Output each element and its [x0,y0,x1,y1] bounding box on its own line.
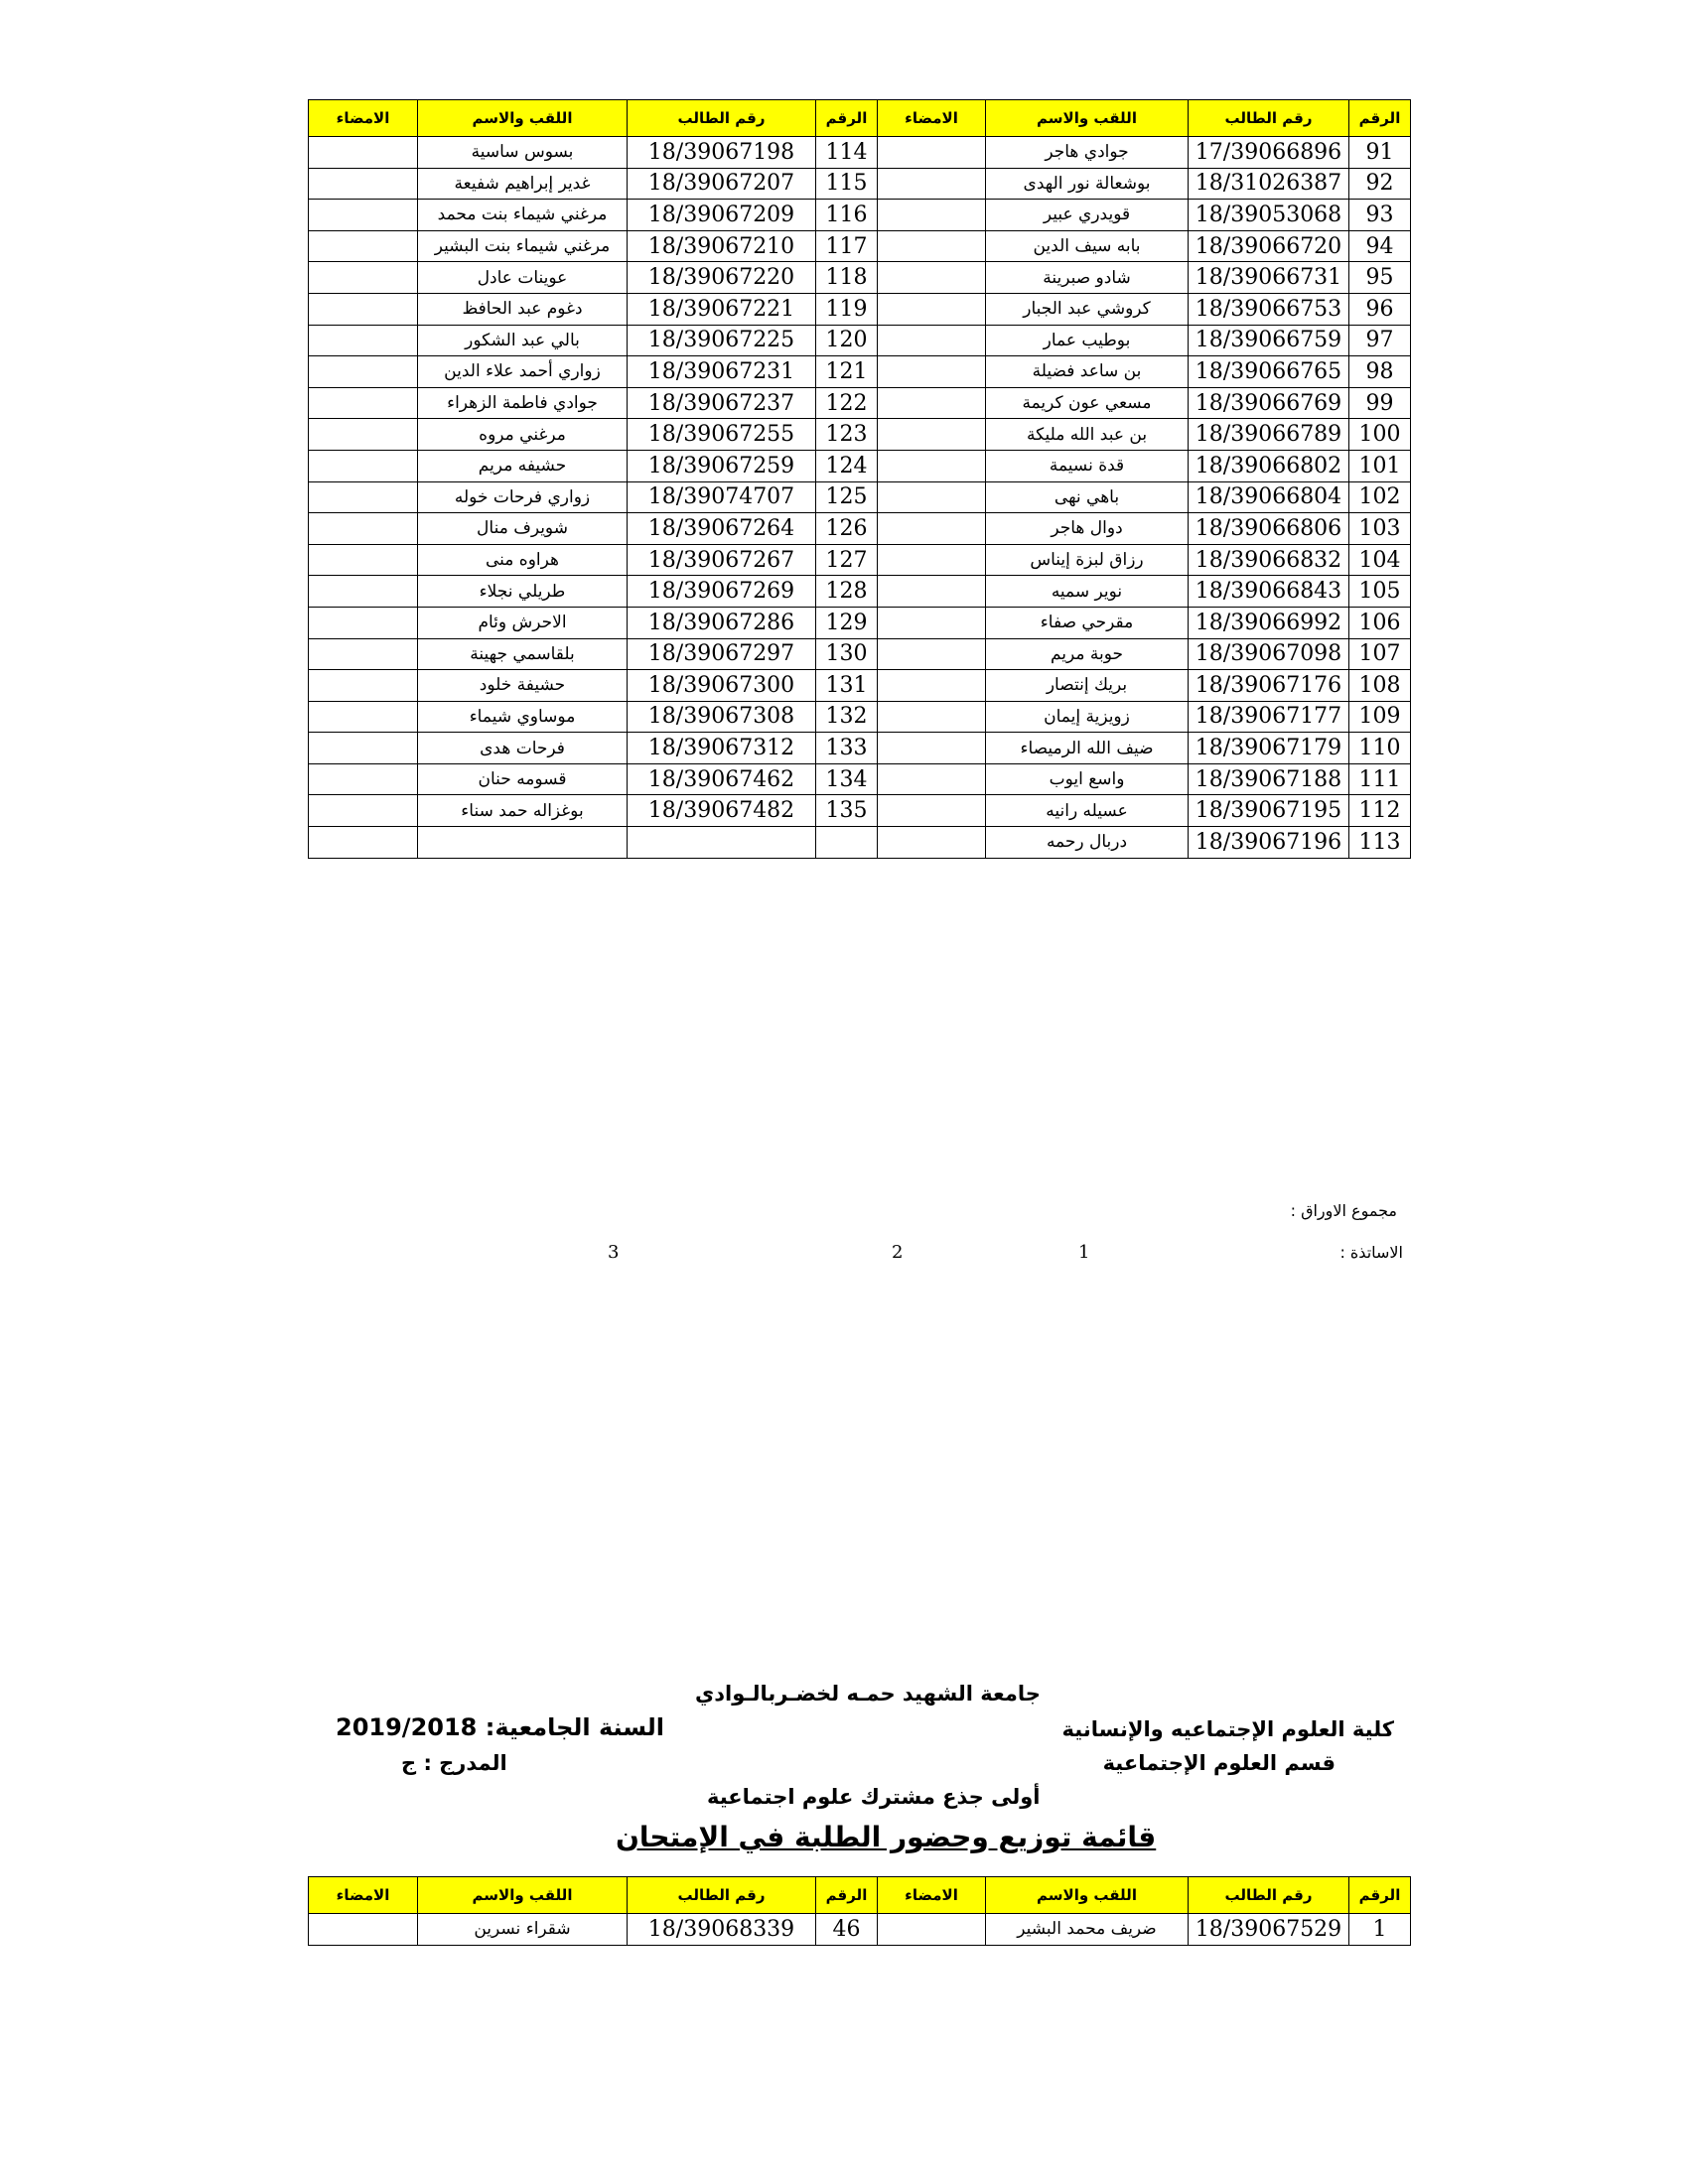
table-row [309,670,1411,702]
student-id: 18/39067179 [1189,733,1349,764]
student-number: 133 [816,733,878,764]
student-name: مرغني شيماء بنت محمد [418,200,628,231]
signature-cell [878,262,986,294]
signature-cell [309,419,418,451]
department-name: قسم العلوم الإجتماعية [1102,1751,1336,1775]
signature-cell [309,544,418,576]
signature-cell [309,481,418,513]
student-number: 129 [816,607,878,638]
student-name: قسومه حنان [418,763,628,795]
student-name [418,827,628,859]
student-number: 121 [816,356,878,388]
student-id: 18/39066804 [1189,481,1349,513]
student-number: 112 [1349,795,1411,827]
signature-cell [878,419,986,451]
student-name: بابه سيف الدين [986,230,1189,262]
student-name: بن ساعد فضيلة [986,356,1189,388]
student-id: 18/39067312 [628,733,816,764]
student-number: 101 [1349,450,1411,481]
col-header-signature: الامضاء [309,100,418,137]
student-number: 104 [1349,544,1411,576]
signature-cell [309,576,418,608]
student-name: بسوس ساسية [418,137,628,169]
teacher-number-1: 1 [1078,1242,1090,1263]
student-id: 18/39053068 [1189,200,1349,231]
signature-cell [309,325,418,356]
student-id: 18/39066832 [1189,544,1349,576]
student-number: 123 [816,419,878,451]
student-number: 93 [1349,200,1411,231]
student-number: 95 [1349,262,1411,294]
student-number: 117 [816,230,878,262]
student-number: 128 [816,576,878,608]
student-name: الاحرش وئام [418,607,628,638]
signature-cell [309,607,418,638]
signature-cell [878,701,986,733]
student-number: 96 [1349,293,1411,325]
student-name: بلقاسمي جهينة [418,638,628,670]
student-number: 131 [816,670,878,702]
table-row [309,576,1411,608]
student-name: مقرحي صفاء [986,607,1189,638]
student-name: بوغزاله حمد سناء [418,795,628,827]
student-name: بوشعالة نور الهدى [986,168,1189,200]
signature-cell [309,795,418,827]
student-number: 116 [816,200,878,231]
student-name: كروشي عبد الجبار [986,293,1189,325]
student-number [816,827,878,859]
signature-cell [878,670,986,702]
signature-cell [309,293,418,325]
student-name: بريك إنتصار [986,670,1189,702]
table-row [309,450,1411,481]
signature-cell [878,1914,986,1946]
student-id: 18/39067259 [628,450,816,481]
student-id: 18/39067529 [1189,1914,1349,1946]
table-row [309,701,1411,733]
student-id: 18/39066765 [1189,356,1349,388]
student-id: 18/39067300 [628,670,816,702]
student-name: ضيف الله الرميصاء [986,733,1189,764]
table-row [309,544,1411,576]
student-name: حشيفه مريم [418,450,628,481]
table-row [309,293,1411,325]
table-row [309,137,1411,169]
student-id: 18/39068339 [628,1914,816,1946]
student-number: 46 [816,1914,878,1946]
student-name: واسع ايوب [986,763,1189,795]
student-number: 98 [1349,356,1411,388]
exam-hall: المدرج : ج [401,1751,507,1775]
signature-cell [309,200,418,231]
student-id: 18/39066759 [1189,325,1349,356]
student-number: 120 [816,325,878,356]
signature-cell [878,137,986,169]
student-number: 97 [1349,325,1411,356]
col-header-student-id: رقم الطالب [1189,100,1349,137]
student-name: دغوم عبد الحافظ [418,293,628,325]
student-number: 119 [816,293,878,325]
student-name: زويزية إيمان [986,701,1189,733]
signature-cell [878,481,986,513]
student-number: 109 [1349,701,1411,733]
table-row [309,168,1411,200]
student-name: عسيله رانيه [986,795,1189,827]
student-id: 18/39066789 [1189,419,1349,451]
table-row [309,1914,1411,1946]
student-number: 114 [816,137,878,169]
table-row [309,763,1411,795]
student-name: بوطيب عمار [986,325,1189,356]
student-number: 99 [1349,387,1411,419]
student-number: 124 [816,450,878,481]
student-number: 113 [1349,827,1411,859]
signature-cell [878,763,986,795]
student-name: شادو صبرينة [986,262,1189,294]
student-name: حوبة مريم [986,638,1189,670]
student-id: 18/39067255 [628,419,816,451]
student-number: 125 [816,481,878,513]
sheets-total-label: مجموع الاوراق : [1290,1201,1397,1220]
student-name: باهي نهى [986,481,1189,513]
student-id: 18/39067221 [628,293,816,325]
student-number: 92 [1349,168,1411,200]
table-row [309,513,1411,545]
student-name: قويدري عبير [986,200,1189,231]
table-row [309,827,1411,859]
student-number: 91 [1349,137,1411,169]
signature-cell [878,230,986,262]
student-id: 18/39066753 [1189,293,1349,325]
student-number: 107 [1349,638,1411,670]
university-name: جامعة الشهيد حمـه لخضـربالـوادي [695,1682,1041,1706]
student-id: 18/39067210 [628,230,816,262]
student-id: 18/39067177 [1189,701,1349,733]
col-header-name: اللقب والاسم [418,1877,628,1914]
signature-cell [878,638,986,670]
student-id: 18/39067286 [628,607,816,638]
teacher-number-2: 2 [892,1242,904,1263]
signature-cell [309,670,418,702]
signature-cell [878,168,986,200]
signature-cell [309,168,418,200]
student-number: 134 [816,763,878,795]
student-name: دوال هاجر [986,513,1189,545]
student-name: موساوي شيماء [418,701,628,733]
student-number: 103 [1349,513,1411,545]
signature-cell [878,544,986,576]
student-name: شقراء نسرين [418,1914,628,1946]
signature-cell [309,1914,418,1946]
table-header-row [309,100,1411,137]
student-name: غدير إبراهيم شفيعة [418,168,628,200]
student-number: 122 [816,387,878,419]
table-row [309,262,1411,294]
col-header-signature: الامضاء [878,1877,986,1914]
student-number: 1 [1349,1914,1411,1946]
table-row [309,200,1411,231]
student-id: 18/39067198 [628,137,816,169]
student-id: 18/39067297 [628,638,816,670]
student-name: ضريف محمد البشير [986,1914,1189,1946]
table-row [309,795,1411,827]
student-number: 132 [816,701,878,733]
col-header-num: الرقم [1349,100,1411,137]
signature-cell [309,638,418,670]
signature-cell [878,576,986,608]
student-id: 18/39066806 [1189,513,1349,545]
signature-cell [309,387,418,419]
student-number: 100 [1349,419,1411,451]
student-id: 18/39067098 [1189,638,1349,670]
signature-cell [878,200,986,231]
student-id: 18/39067209 [628,200,816,231]
student-number: 110 [1349,733,1411,764]
student-number: 94 [1349,230,1411,262]
table-header-row [309,1877,1411,1914]
signature-cell [878,450,986,481]
student-id: 18/39067176 [1189,670,1349,702]
student-id: 18/39067237 [628,387,816,419]
table-row [309,325,1411,356]
col-header-student-id: رقم الطالب [1189,1877,1349,1914]
student-id: 18/39067188 [1189,763,1349,795]
list-title: قائمة توزيع وحضور الطلبة في الإمتحان [616,1821,1157,1853]
table-row [309,230,1411,262]
student-id: 18/39067462 [628,763,816,795]
student-number: 130 [816,638,878,670]
student-id: 18/39066769 [1189,387,1349,419]
col-header-num: الرقم [816,1877,878,1914]
signature-cell [309,137,418,169]
top-table-body [309,137,1411,859]
table-row [309,356,1411,388]
signature-cell [309,763,418,795]
student-name: مرغني شيماء بنت البشير [418,230,628,262]
student-name: بالي عبد الشكور [418,325,628,356]
signature-cell [878,607,986,638]
table-row [309,638,1411,670]
col-header-student-id: رقم الطالب [628,100,816,137]
col-header-signature: الامضاء [309,1877,418,1914]
student-number: 127 [816,544,878,576]
signature-cell [878,795,986,827]
student-id: 18/39067220 [628,262,816,294]
student-name: جوادي فاطمة الزهراء [418,387,628,419]
student-number: 126 [816,513,878,545]
student-number: 106 [1349,607,1411,638]
signature-cell [309,701,418,733]
bottom-table-body [309,1914,1411,1946]
table-row [309,419,1411,451]
bottom-attendance-table [308,1876,1411,1946]
student-name: حشيفة خلود [418,670,628,702]
student-name: مرغني مروه [418,419,628,451]
signature-cell [878,325,986,356]
student-number: 111 [1349,763,1411,795]
teachers-label: الاساتذة : [1339,1243,1403,1262]
student-name: جوادي هاجر [986,137,1189,169]
col-header-name: اللقب والاسم [986,1877,1189,1914]
student-id: 18/39067196 [1189,827,1349,859]
student-id: 18/39067264 [628,513,816,545]
student-name: طريلي نجلاء [418,576,628,608]
student-id: 18/39067482 [628,795,816,827]
student-name: شويرف منال [418,513,628,545]
student-name: مسعي عون كريمة [986,387,1189,419]
signature-cell [309,733,418,764]
student-id: 18/39067225 [628,325,816,356]
student-name: دربال رحمه [986,827,1189,859]
student-id: 18/39066720 [1189,230,1349,262]
student-number: 135 [816,795,878,827]
col-header-num: الرقم [1349,1877,1411,1914]
student-id: 18/39066992 [1189,607,1349,638]
student-id: 18/39067231 [628,356,816,388]
student-name: فرحات هدى [418,733,628,764]
signature-cell [878,513,986,545]
student-name: نوير سميه [986,576,1189,608]
student-name: قدة نسيمة [986,450,1189,481]
col-header-num: الرقم [816,100,878,137]
col-header-name: اللقب والاسم [986,100,1189,137]
student-id: 18/31026387 [1189,168,1349,200]
student-id: 18/39066843 [1189,576,1349,608]
student-number: 108 [1349,670,1411,702]
faculty-name: كلية العلوم الإجتماعيه والإنسانية [1061,1717,1394,1741]
signature-cell [309,450,418,481]
student-name: هراوه منى [418,544,628,576]
student-id: 18/39067267 [628,544,816,576]
student-name: زواري فرحات خوله [418,481,628,513]
signature-cell [878,733,986,764]
table-row [309,607,1411,638]
student-name: رزاق لبزة إيناس [986,544,1189,576]
student-id: 18/39067269 [628,576,816,608]
student-name: عوينات عادل [418,262,628,294]
study-level: أولى جذع مشترك علوم اجتماعية [707,1785,1041,1809]
signature-cell [309,356,418,388]
student-id [628,827,816,859]
signature-cell [309,513,418,545]
signature-cell [309,230,418,262]
col-header-name: اللقب والاسم [418,100,628,137]
student-id: 18/39074707 [628,481,816,513]
student-id: 18/39066731 [1189,262,1349,294]
signature-cell [878,356,986,388]
student-id: 18/39067195 [1189,795,1349,827]
student-id: 17/39066896 [1189,137,1349,169]
student-number: 118 [816,262,878,294]
signature-cell [309,827,418,859]
student-number: 105 [1349,576,1411,608]
col-header-signature: الامضاء [878,100,986,137]
signature-cell [878,827,986,859]
signature-cell [878,293,986,325]
col-header-student-id: رقم الطالب [628,1877,816,1914]
top-attendance-table [308,99,1411,859]
student-name: زواري أحمد علاء الدين [418,356,628,388]
student-id: 18/39066802 [1189,450,1349,481]
table-row [309,387,1411,419]
student-number: 102 [1349,481,1411,513]
student-id: 18/39067308 [628,701,816,733]
table-row [309,481,1411,513]
teacher-number-3: 3 [608,1242,620,1263]
student-name: بن عبد الله مليكة [986,419,1189,451]
signature-cell [309,262,418,294]
academic-year: السنة الجامعية: 2019/2018 [336,1713,664,1741]
signature-cell [878,387,986,419]
student-id: 18/39067207 [628,168,816,200]
student-number: 115 [816,168,878,200]
table-row [309,733,1411,764]
